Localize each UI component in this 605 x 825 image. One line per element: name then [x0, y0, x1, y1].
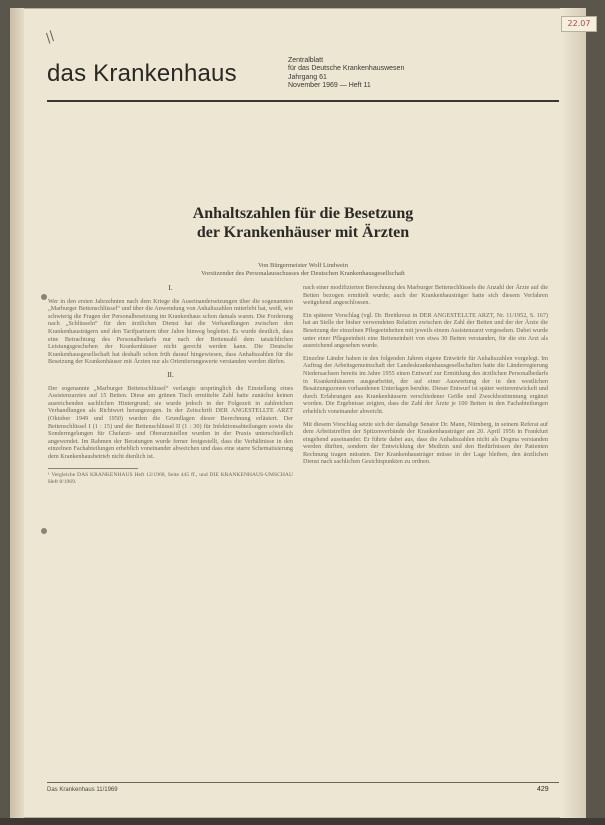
masthead-subtitle-2: für das Deutsche Krankenhauswesen: [288, 65, 405, 73]
paragraph: Der sogenannte „Marburger Bettenschlüssel“ verlangte ursprünglich die Einstellung eines Assistenzarztes auf 15 Betten. Diese am grünen Tisch ermittelte Zahl hatte zunächst keinen ausreichenden sachlichen Hintergrund; sie wurde jedoch in der Folgezeit in zahlreichen Verhandlungen als Richtwert herangezogen. In der Zeitschrift DER ANGESTELLTE ARZT (Oktober 1949 und 1950) wurden die Grundlagen dieser Berechnung erläutert. Der Bettenschlüssel I (1 : 15) und der Bettenschlüssel II (1 : 30) für Infektionsabteilungen sowie die Sonderregelungen für Chefarzt- und Oberarztstellen wurden in der Praxis unterschiedlich angewendet. Im Rahmen der Beratungen wurde ferner festgestellt, dass die Verhältnisse in den einzelnen Fachabteilungen erheblich voneinander abweichen und dass eine starre Schematisierung dem Krankenhausbetrieb nicht dienlich ist.: [48, 384, 293, 460]
article-title-line-2: der Krankenhäuser mit Ärzten: [196, 224, 410, 241]
masthead-issue: November 1969 — Heft 11: [288, 82, 371, 90]
binding-hole: [41, 294, 47, 300]
binding-hole: [41, 528, 47, 534]
masthead-info: [288, 57, 404, 91]
author-name: Von Bürgermeister Wolf Lindwein: [258, 262, 348, 269]
footer-journal-ref: Das Krankenhaus 11/1969: [47, 787, 118, 793]
paragraph: Mit diesem Vorschlag setzte sich der damalige Senator Dr. Mann, Nürnberg, in seinem Referat auf dem Arbeitstreffen der Spitzenverbände der Krankenhausträger am 20. April 1956 in Frankfurt eingehend auseinander. Er führte dabei aus, dass die Anhaltszahlen nicht als Dogma verstanden werden dürften, sondern der Entwicklung der Medizin und den Bedürfnissen der Patienten Rechnung tragen müssten. Der Krankenhausträger müsse in der Lage bleiben, den ärztlichen Dienst nach sachlichen Gesichtspunkten zu ordnen.: [303, 420, 548, 466]
paragraph: Einzelne Länder haben in den folgenden Jahren eigene Entwürfe für Anhaltszahlen vorgelegt. Im Auftrag der Arbeitsgemeinschaft der Landeskrankenhausgesellschaften hatte die Länderregierung Niedersachsen bereits im Jahre 1955 einen Entwurf zur Ermittlung des ärztlichen Personalbedarfs in Krankenhäusern ausgearbeitet, der auf einer Auswertung der in den westlichen Besatzungszonen vorhandenen Unterlagen beruhte. Dieser Entwurf ist später weiterentwickelt und durch Erfahrungen aus Krankenhäusern verschiedener Größe und Zweckbestimmung ergänzt worden. Die Ergebnisse zeigten, dass die Zahl der Ärzte je 100 Betten in den Fachabteilungen erheblich voneinander abweicht.: [303, 354, 548, 415]
page-number: 429: [537, 786, 549, 793]
left-column: [48, 284, 293, 486]
paragraph: Ein späterer Vorschlag (vgl. Dr. Breitkreuz in DER ANGESTELLTE ARZT, Nr. 11/1952, S. 167) hat an Stelle der bisher verwendeten Relation zwischen der Zahl der Betten und der der Ärzte die Besetzung der einzelnen Pflegeeinheiten mit jeweils einem Assistenzarzt vorgesehen. Dabei wurde unter einer Pflegeeinheit eine Betteneinheit von etwa 30 Betten verstanden, für die ein Arzt als ausreichend angesehen wurde.: [303, 311, 548, 350]
paragraph: Wer in den ersten Jahrzehnten nach dem Kriege die Auseinandersetzungen über die sogenannten „Marburger Bettenschlüssel“ und über die Anwendung von Anhaltszahlen miterlebt hat, weiß, wie schwierig die Fragen der Personalbesetzung im Krankenhaus schon damals waren. Die Forderung nach „Schlüsseln“ für den ärztlichen Dienst hat die Verhandlungen zwischen den Krankenhausträgern und den Tarifpartnern über Jahre hinweg begleitet. Es wurde deutlich, dass eine Betrachtung des Personalbedarfs nur nach der Bettenzahl dem tatsächlichen Leistungsgeschehen der Krankenhäuser nicht gerecht werden kann. Die Deutsche Krankenhausgesellschaft hat deshalb schon früh darauf hingewiesen, dass Anhaltszahlen für die Besetzung der Krankenhäuser mit Ärzten nur als Orientierungswerte verstanden werden dürfen.: [48, 297, 293, 366]
page-edge: [560, 8, 586, 818]
journal-page: [10, 8, 591, 818]
article-title: [47, 204, 559, 242]
footer-rule: [47, 782, 559, 783]
binder-bottom: [0, 818, 605, 825]
corner-page-mark: 22.07: [561, 16, 597, 32]
article-title-line-1: Anhaltszahlen für die Besetzung: [192, 205, 414, 222]
binding-spine: [10, 8, 24, 818]
article-byline: [47, 262, 559, 278]
section-heading-2: II.: [167, 369, 174, 379]
paragraph: nach einer modifizierten Berechnung des Marburger Bettenschlüssels die Anzahl der Ärzte auf die Betten bezogen ermittelt wurde; auch der Krankenhausträger hatte sich diesem Verfahren weitgehend angeschlossen.: [303, 284, 548, 307]
masthead-rule: [47, 100, 559, 102]
author-role: Vorsitzender des Personalausschusses der Deutschen Krankenhausgesellschaft: [201, 270, 405, 277]
footnote-rule: [48, 468, 138, 469]
journal-masthead: das Krankenhaus: [47, 60, 237, 87]
footnote: ¹ Vergleiche DAS KRANKENHAUS Heft 12/1968, Seite 445 ff., und DIE KRANKENHAUS-UMSCHAU Heft 8/1969.: [48, 472, 293, 486]
masthead-subtitle: Zentralblatt: [288, 57, 324, 64]
section-heading-1: I.: [168, 283, 173, 292]
masthead-volume: Jahrgang 61: [288, 73, 327, 81]
right-column: [303, 284, 548, 471]
pencil-mark: ∕∕: [42, 28, 59, 47]
